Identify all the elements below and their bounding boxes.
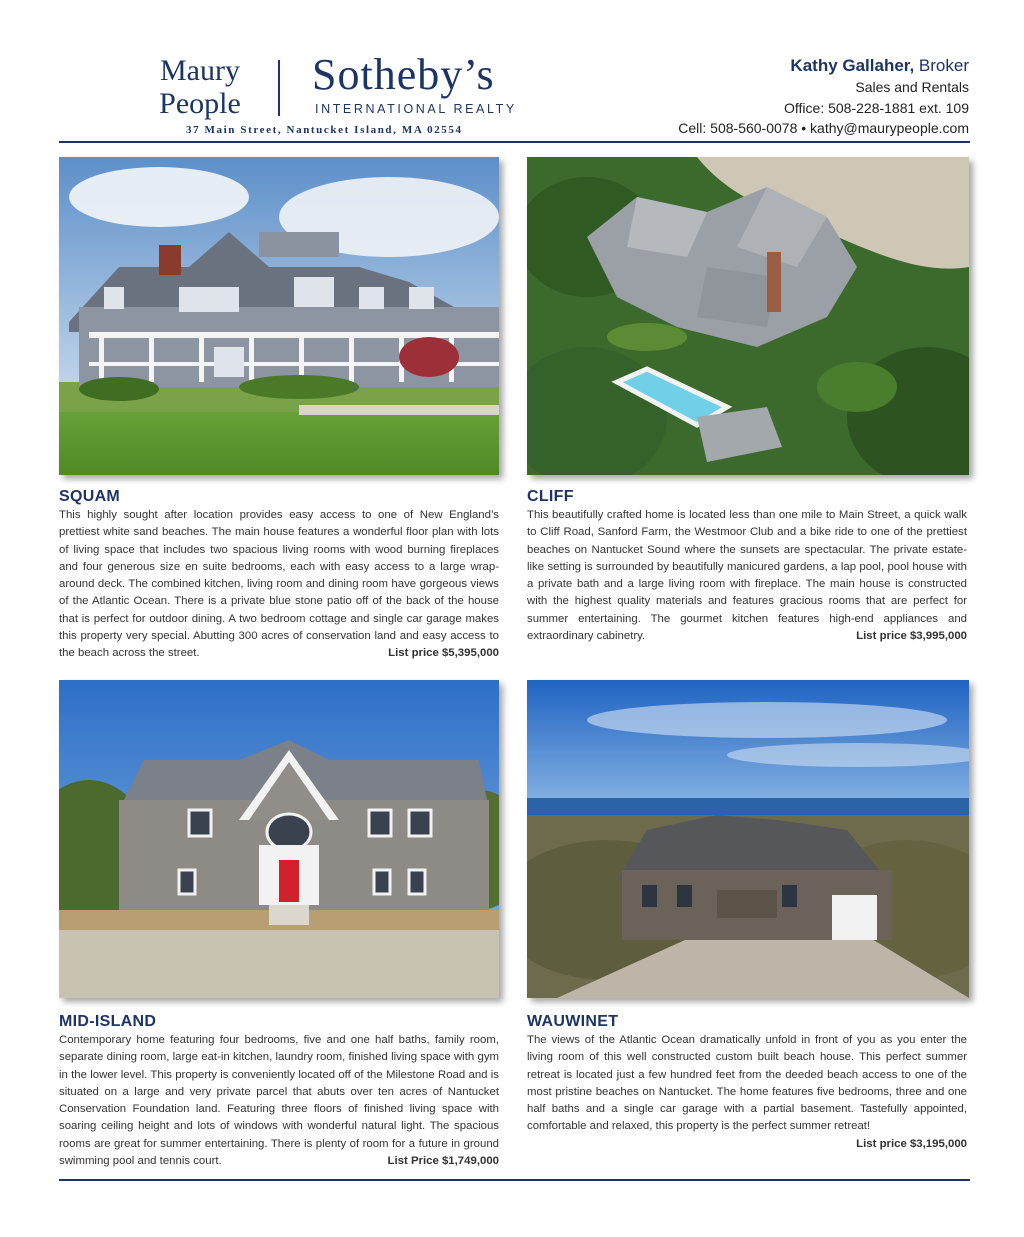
cliff-photo [527, 157, 969, 475]
international-realty-text: INTERNATIONAL REALTY [315, 102, 517, 116]
agent-role: Broker [914, 56, 969, 75]
mid-island-photo [59, 680, 499, 998]
agent-cell-email: Cell: 508-560-0078 • kathy@maurypeople.com [678, 120, 969, 136]
listing-description [527, 1032, 967, 1150]
listing-price: List Price $1,749,000 [387, 1155, 499, 1168]
listing-title: SQUAM [59, 488, 121, 505]
agent-contact-block [678, 55, 969, 139]
listing-title: MID-ISLAND [59, 1013, 157, 1030]
description-text: The views of the Atlantic Ocean dramatically unfold in front of you as you enter the living room of this well constructed custom built beach house. This perfect summer retreat is located just a few hundred feet from the deeded beach access to one of the most pristine beaches on Nantucket. The home features five bedrooms, three and one half baths and a single car garage with a partial basement. Tastefully appointed, comfortable and relaxed, this property is the perfect summer retreat! [527, 1034, 967, 1133]
listing-wauwinet [527, 1012, 967, 1153]
agent-tagline: Sales and Rentals [855, 79, 969, 95]
office-address: 37 Main Street, Nantucket Island, MA 02554 [186, 124, 463, 136]
listing-price: List price $3,195,000 [856, 1137, 967, 1150]
agent-name-line [678, 55, 969, 77]
listing-title: WAUWINET [527, 1013, 619, 1030]
listing-mid-island [59, 1012, 499, 1170]
header-rule [59, 141, 970, 143]
agent-office-phone: Office: 508-228-1881 ext. 109 [784, 99, 969, 116]
wauwinet-photo [527, 680, 969, 998]
maury-people-logo [150, 54, 250, 120]
agent-name: Kathy Gallaher, [790, 56, 915, 75]
logo-maury-text: Maury [160, 54, 240, 87]
listing-title: CLIFF [527, 488, 574, 505]
sothebys-logo: Sotheby’s [312, 50, 495, 99]
logo-people-text: People [159, 87, 241, 120]
listing-description [59, 1032, 499, 1170]
listing-cliff [527, 487, 967, 645]
description-text: This beautifully crafted home is located less than one mile to Main Street, a quick walk to Cliff Road, Sanford Farm, the Westmoor Club and a bike ride to one of the prettiest beaches on Nantucket Sound where the sunsets are spectacular. The private estate-like setting is surrounded by beautifully manicured gardens, a lap pool, pool house with a private bath and a large living room with fireplace. The main house is constructed with the highest quality materials and features gracious rooms that are perfect for summer entertaining. The gourmet kitchen features high-end appliances and extraordinary cabinetry. [527, 509, 967, 643]
listing-price: List price $5,395,000 [388, 647, 499, 660]
description-text: This highly sought after location provides easy access to one of New England’s prettiest white sand beaches. The main house features a wonderful floor plan with lots of living space that includes two spacious living rooms with wood burning fireplaces and four generous size en suite bedrooms, each with easy access to a large wrap-around deck. The combined kitchen, living room and dining room have gorgeous views of the Atlantic Ocean. There is a private blue stone patio off of the back of the house that is perfect for outdoor dining. A two bedroom cottage and single car garage makes this property very special. Abutting 300 acres of conservation land and easy access to the beach across the street. [59, 509, 499, 660]
logo-divider [278, 60, 280, 116]
description-text: Contemporary home featuring four bedrooms, five and one half baths, family room, separate dining room, large eat-in kitchen, laundry room, finished living space with gym in the lower level. This property is conveniently located off of the Milestone Road and is situated on a large and very private parcel that abuts over ten acres of Nantucket Conservation Foundation land. Featuring three floors of finished living space with soaring ceiling height and lots of windows with wonderful natural light. The spacious rooms are great for summer entertaining. There is plenty of room for a future in ground swimming pool and tennis court. [59, 1034, 499, 1168]
listing-description [59, 507, 499, 663]
listing-price: List price $3,995,000 [856, 630, 967, 643]
footer-rule [59, 1179, 970, 1181]
listing-description [527, 507, 967, 645]
squam-photo [59, 157, 499, 475]
listing-squam [59, 487, 499, 663]
